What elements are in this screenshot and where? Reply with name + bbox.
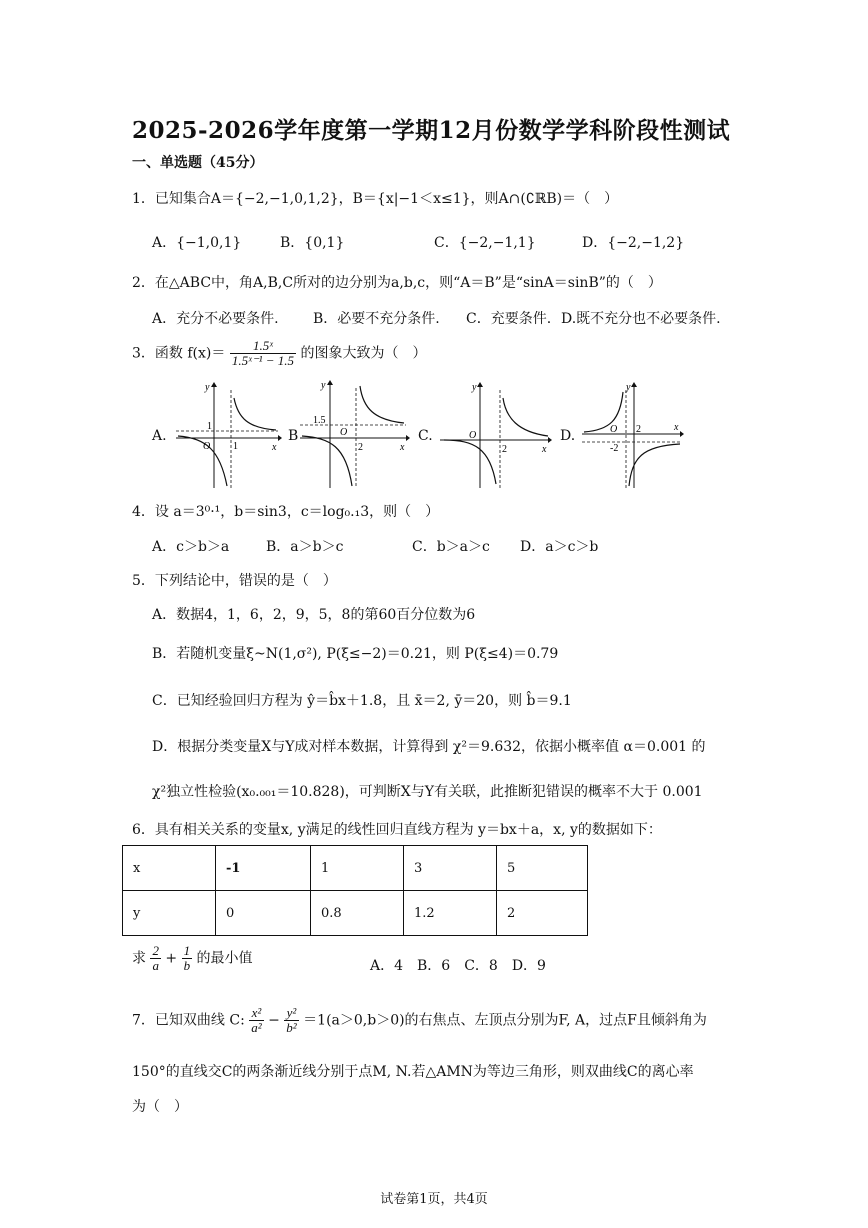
q1-stem: 1．已知集合A＝{−2,−1,0,1,2}，B＝{x|−1＜x≤1}，则A∩(∁ℝB)＝（ ）: [132, 191, 619, 207]
q3-label-d: D.: [560, 428, 576, 444]
graph-a-origin: O: [203, 441, 211, 452]
table-cell: 1: [311, 846, 404, 891]
q3-label-c: C.: [418, 428, 433, 444]
q7-line1: [132, 1006, 707, 1035]
q2-option-c: C．充要条件.: [466, 311, 552, 327]
table-cell: 0: [216, 891, 311, 936]
q6-options: A．4 B．6 C．8 D．9: [370, 958, 546, 974]
q3-prefix: 3．函数 f(x)＝: [132, 345, 226, 362]
graph-d-tick-y: -2: [610, 443, 619, 454]
q6-stem: 6．具有相关关系的变量x, y满足的线性回归直线方程为 y＝bx＋a，x, y的数据如下：: [132, 822, 662, 838]
q4-option-b: B．a＞b＞c: [266, 539, 344, 555]
q6-data-table: [122, 845, 588, 936]
q7-fraction-1: [249, 1006, 263, 1035]
table-cell: 0.8: [311, 891, 404, 936]
table-row: [123, 846, 588, 891]
q4-option-d: D．a＞c＞b: [520, 539, 599, 555]
graph-b-y-label: y: [321, 380, 326, 391]
q5-option-d-line1: D．根据分类变量X与Y成对样本数据，计算得到 χ²＝9.632，依据小概率值 α＝0.001 的: [152, 739, 706, 755]
q4-stem: 4．设 a＝3⁰·¹，b＝sin3，c＝log₀.₁3，则（ ）: [132, 504, 440, 520]
graph-a-tick-y: 1: [207, 421, 212, 432]
q6-fraction-1: [150, 944, 161, 973]
graph-d-y-label: y: [626, 382, 631, 393]
q5-stem: 5．下列结论中，错误的是（ ）: [132, 573, 337, 589]
q7-frac1-den: a²: [251, 1020, 262, 1035]
q1-option-b: B．{0,1}: [280, 235, 345, 251]
q5-option-b: B．若随机变量ξ~N(1,σ²), P(ξ≤−2)＝0.21，则 P(ξ≤4)＝0.79: [152, 646, 559, 662]
q7-minus: −: [268, 1012, 280, 1029]
graph-b-tick-x: 2: [358, 442, 363, 453]
q1-option-d: D．{−2,−1,2}: [582, 235, 685, 251]
q6-frac2-den: b: [183, 958, 191, 973]
page-title: 2025-2026学年度第一学期12月份数学学科阶段性测试: [132, 117, 731, 144]
table-cell: y: [123, 891, 216, 936]
q1-option-a: A．{−1,0,1}: [152, 235, 242, 251]
q6-frac1-den: a: [152, 958, 159, 973]
q7-line2: 150°的直线交C的两条渐近线分别于点M, N.若△AMN为等边三角形，则双曲线C的离心率: [132, 1064, 694, 1080]
table-cell: 3: [404, 846, 497, 891]
table-cell: 1.2: [404, 891, 497, 936]
graph-b: [300, 378, 412, 490]
graph-d-tick-x: 2: [636, 424, 641, 435]
q6-frac2-num: 1: [183, 943, 191, 958]
graph-d-origin: O: [610, 424, 618, 435]
graph-a-y-label: y: [205, 382, 210, 393]
q6-ask-prefix: 求: [132, 950, 146, 967]
table-cell: x: [123, 846, 216, 891]
graph-d: [582, 380, 686, 490]
q3-numerator: 1.5ˣ: [230, 339, 296, 354]
table-cell: 2: [497, 891, 588, 936]
graph-b-x-label: x: [400, 442, 405, 453]
q6-fraction-2: [182, 944, 193, 973]
q3-denominator: 1.5ˣ⁻¹ − 1.5: [231, 353, 295, 368]
q3-fraction: [230, 339, 296, 368]
q7-line3: 为（ ）: [132, 1099, 188, 1115]
section-heading: 一、单选题（45分）: [132, 155, 264, 171]
q6-frac1-num: 2: [152, 943, 159, 958]
table-cell: -1: [216, 846, 311, 891]
q1-option-c: C．{−2,−1,1}: [434, 235, 536, 251]
q3-stem: [132, 339, 426, 368]
graph-c: [440, 380, 554, 490]
q2-stem: 2．在△ABC中，角A,B,C所对的边分别为a,b,c，则“A＝B”是“sinA＝sinB”的（ ）: [132, 275, 662, 291]
graph-a-tick-x: 1: [233, 441, 238, 452]
q7-prefix: 7．已知双曲线 C:: [132, 1012, 245, 1029]
graph-b-origin: O: [340, 427, 348, 438]
table-row: [123, 891, 588, 936]
q2-option-d: D.既不充分也不必要条件.: [561, 311, 721, 327]
q4-option-c: C．b＞a＞c: [412, 539, 490, 555]
q7-fraction-2: [284, 1006, 298, 1035]
graph-d-x-label: x: [674, 422, 679, 433]
q7-frac2-den: b²: [286, 1020, 297, 1035]
q5-option-d-line2: χ²独立性检验(x₀.₀₀₁＝10.828)，可判断X与Y有关联，此推断犯错误的概率不大于 0.001: [152, 784, 703, 800]
page-footer: 试卷第1页，共4页: [380, 1192, 488, 1207]
graph-c-x-label: x: [542, 444, 547, 455]
q2-option-a: A．充分不必要条件.: [152, 311, 279, 327]
q6-ask: [132, 944, 253, 973]
q5-option-a: A．数据4，1，6，2，9，5，8的第60百分位数为6: [152, 607, 476, 623]
graph-c-origin: O: [469, 430, 477, 441]
graph-b-tick-y: 1.5: [313, 415, 326, 426]
graph-a-x-label: x: [272, 442, 277, 453]
q7-frac1-num: x²: [249, 1006, 263, 1021]
q4-option-a: A．c＞b＞a: [152, 539, 230, 555]
q6-ask-suffix: 的最小值: [196, 950, 253, 967]
q3-label-a: A.: [152, 428, 167, 444]
q7-suffix: ＝1(a＞0,b＞0)的右焦点、左顶点分别为F, A，过点F且倾斜角为: [303, 1012, 707, 1029]
q5-option-c: C．已知经验回归方程为 ŷ＝b̂x＋1.8，且 x̄＝2, ȳ＝20，则 b̂＝9.1: [152, 693, 572, 709]
graph-a: [176, 380, 282, 490]
graph-c-y-label: y: [472, 382, 477, 393]
q6-plus: +: [165, 950, 178, 967]
graph-c-tick-x: 2: [502, 444, 507, 455]
q2-option-b: B．必要不充分条件.: [313, 311, 440, 327]
q7-frac2-num: y²: [284, 1006, 298, 1021]
q3-suffix: 的图象大致为（ ）: [300, 345, 427, 362]
table-cell: 5: [497, 846, 588, 891]
q3-label-b: B: [288, 428, 299, 444]
